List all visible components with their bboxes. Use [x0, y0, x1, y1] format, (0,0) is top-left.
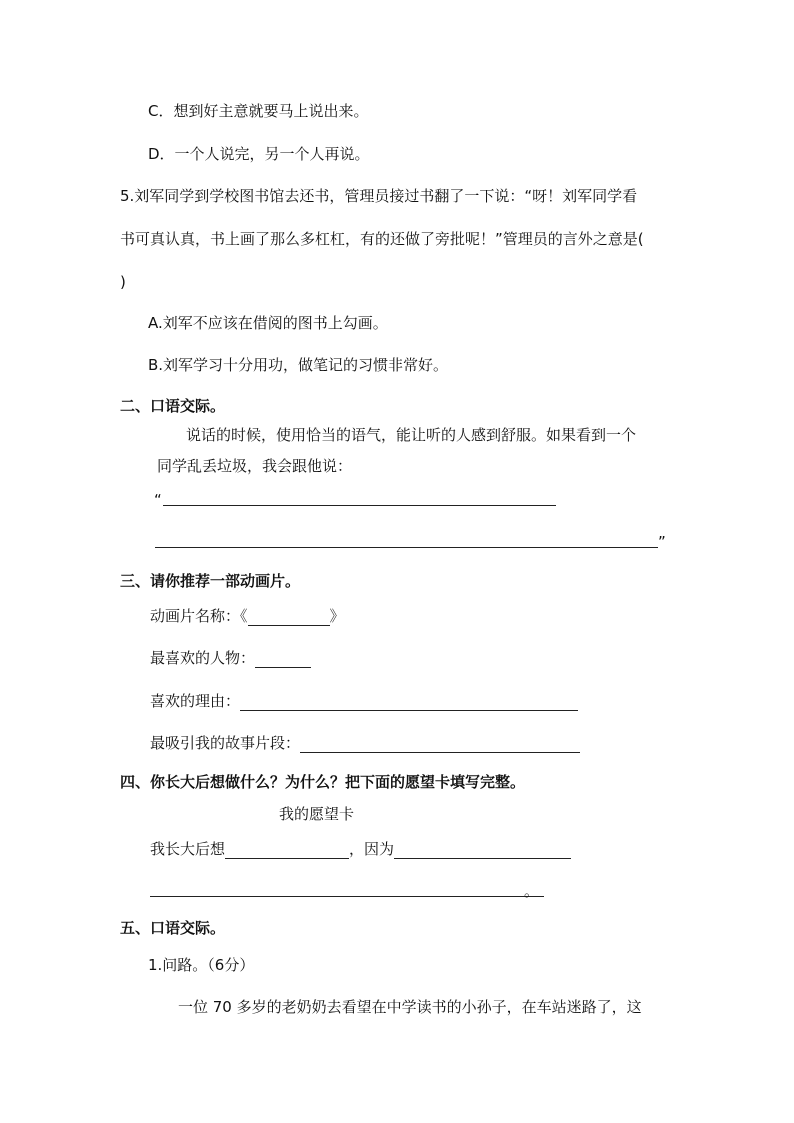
q5-option-b: B.刘军学习十分用功，做笔记的习惯非常好。 — [148, 356, 449, 374]
close-quote: ” — [658, 533, 666, 551]
reason-row — [150, 691, 578, 711]
section-2-para-line-1: 说话的时候，使用恰当的语气，能让听的人感到舒服。如果看到一个 — [186, 426, 637, 444]
q5-stem-line-1: 5.刘军同学到学校图书馆去还书，管理员接过书翻了一下说：“呀！刘军同学看 — [120, 187, 638, 205]
want-blank[interactable] — [225, 842, 349, 859]
section-2-para-line-2: 同学乱丢垃圾，我会跟他说： — [157, 457, 353, 475]
q5-stem-line-3: ) — [120, 273, 126, 291]
section-2-heading: 二、口语交际。 — [120, 397, 226, 415]
section-5-para-line-1: 一位 70 多岁的老奶奶去看望在中学读书的小孙子，在车站迷路了，这 — [178, 998, 642, 1016]
story-row — [150, 733, 580, 753]
section-5-heading: 五、口语交际。 — [120, 919, 226, 937]
reason-blank[interactable] — [240, 694, 578, 711]
cartoon-name-label: 动画片名称： — [150, 607, 241, 625]
character-row — [150, 648, 311, 668]
option-c: C．想到好主意就要马上说出来。 — [148, 102, 369, 120]
open-quote: “ — [154, 491, 162, 509]
reason-label: 喜欢的理由： — [150, 692, 241, 710]
answer-line-1[interactable] — [163, 505, 556, 506]
name-open-bracket: 《 — [240, 607, 248, 625]
story-label: 最吸引我的故事片段： — [150, 734, 301, 752]
name-close-bracket: 》 — [329, 607, 345, 625]
character-label: 最喜欢的人物： — [150, 649, 256, 667]
q5-option-a: A.刘军不应该在借阅的图书上勾画。 — [148, 314, 388, 332]
because-blank[interactable] — [394, 842, 571, 859]
q1-label: 1.问路。（6分） — [148, 956, 255, 974]
section-3-heading: 三、请你推荐一部动画片。 — [120, 572, 301, 590]
answer-line-2[interactable] — [155, 547, 658, 548]
want-label: 我长大后想 — [150, 840, 226, 858]
q5-stem-line-2: 书可真认真，书上画了那么多杠杠，有的还做了旁批呢！”管理员的言外之意是( — [120, 230, 644, 248]
comma: ， — [349, 840, 365, 858]
cartoon-name-blank[interactable] — [248, 609, 330, 626]
character-blank[interactable] — [255, 651, 311, 668]
wish-period: 。 — [524, 882, 540, 900]
wish-row — [150, 839, 571, 859]
because-label: 因为 — [364, 840, 395, 858]
section-4-heading: 四、你长大后想做什么？为什么？把下面的愿望卡填写完整。 — [120, 773, 526, 791]
story-blank[interactable] — [300, 736, 580, 753]
because-continuation-line[interactable] — [150, 896, 544, 897]
wish-card-title: 我的愿望卡 — [279, 805, 355, 823]
cartoon-name-row — [150, 606, 345, 626]
option-d: D．一个人说完，另一个人再说。 — [148, 145, 370, 163]
